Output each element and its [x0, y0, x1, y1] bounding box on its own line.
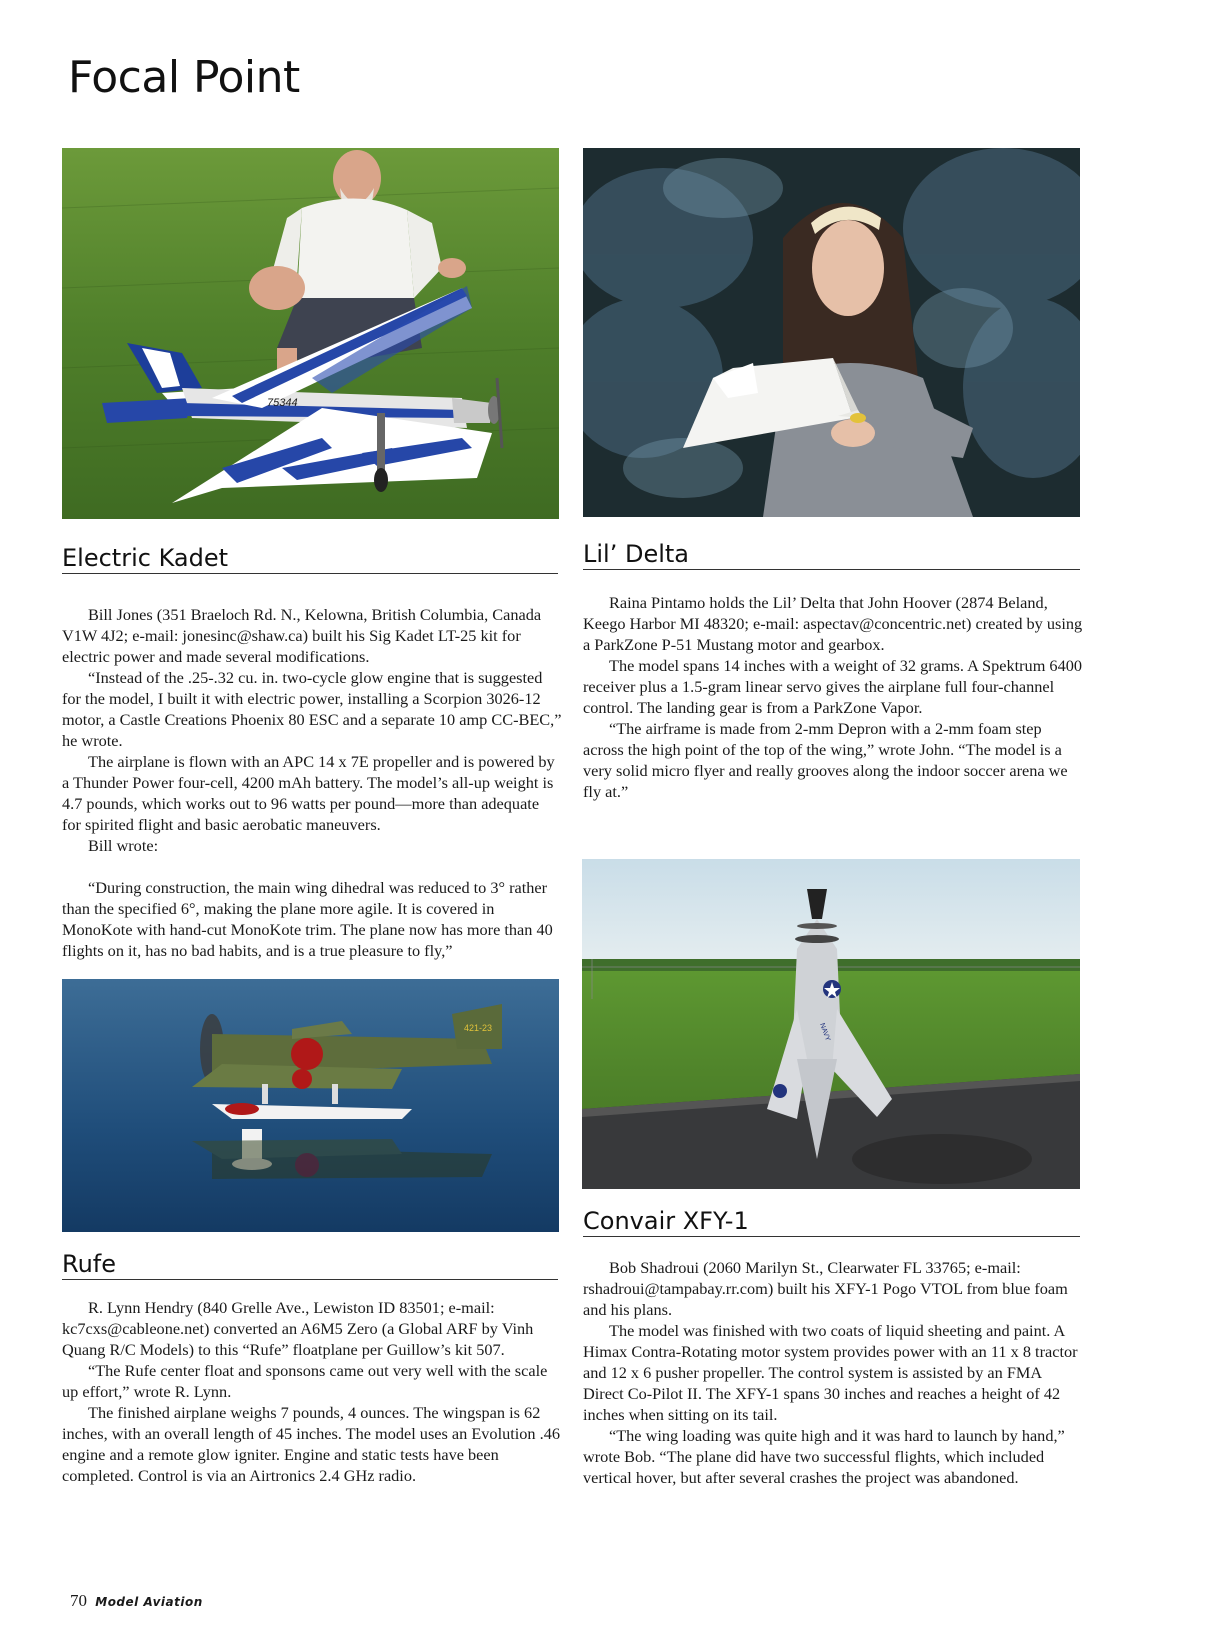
- page-footer: [70, 1591, 203, 1611]
- tail-code: 421-23: [464, 1023, 493, 1033]
- lil-delta-photo: [583, 148, 1080, 517]
- fuselage-text: NAVY: [818, 1022, 832, 1043]
- paragraph: “Instead of the .25-.32 cu. in. two-cycle glow engine that is suggested for the model, I built it with electric power, installing a Scorpion 3026-12 motor, a Castle Creations Phoenix 80 ESC and a separate 10 amp CC-BEC,” he wrote.: [62, 668, 562, 750]
- magazine-name: Model Aviation: [95, 1595, 203, 1609]
- paragraph: Bill Jones (351 Braeloch Rd. N., Kelowna, British Columbia, Canada V1W 4J2; e-mail: jonesinc@shaw.ca) built his Sig Kadet LT-25 kit for electric power and made several modifications.: [62, 605, 542, 666]
- paragraph: “The Rufe center float and sponsons came out very well with the scale up effort,” wrote R. Lynn.: [62, 1361, 548, 1401]
- paragraph: “During construction, the main wing dihedral was reduced to 3° rather than the specified 6°, making the plane more agile. It is covered in MonoKote with hand-cut MonoKote trim. The plane now has more than 40 flights on it, has no bad habits, and is a true pleasure to fly,”: [62, 878, 553, 960]
- paragraph: Bob Shadroui (2060 Marilyn St., Clearwater FL 33765; e-mail: rshadroui@tampabay.rr.com) built his XFY-1 Pogo VTOL from blue foam and his plans.: [583, 1258, 1068, 1319]
- electric-kadet-heading: Electric Kadet: [62, 544, 558, 574]
- rufe-heading: Rufe: [62, 1250, 558, 1280]
- page-title: Focal Point: [68, 52, 300, 103]
- paragraph: The model was finished with two coats of liquid sheeting and paint. A Himax Contra-Rotating motor system provides power with an 11 x 8 tractor and 12 x 6 pusher propeller. The control system is assisted by an FMA Direct Co-Pilot II. The XFY-1 spans 30 inches and reaches a height of 42 inches when sitting on its tail.: [583, 1321, 1078, 1424]
- rufe-photo: [62, 979, 559, 1232]
- page-number: 70: [70, 1591, 87, 1610]
- paragraph: R. Lynn Hendry (840 Grelle Ave., Lewiston ID 83501; e-mail: kc7cxs@cableone.net) converted an A6M5 Zero (a Global ARF by Vinh Quang R/C Models) to this “Rufe” floatplane per Guillow’s kit 507.: [62, 1298, 534, 1359]
- paragraph: Bill wrote:: [88, 836, 159, 855]
- electric-kadet-article: [62, 604, 562, 961]
- convair-xfy1-heading: Convair XFY-1: [583, 1207, 1080, 1237]
- paragraph: Raina Pintamo holds the Lil’ Delta that John Hoover (2874 Beland, Keego Harbor MI 48320; e-mail: aspectav@concentric.net) created by using a ParkZone P-51 Mustang motor and gearbox.: [583, 593, 1083, 654]
- paragraph: “The wing loading was quite high and it was hard to launch by hand,” wrote Bob. “The plane did have two successful flights, which included vertical hover, but after several crashes the project was abandoned.: [583, 1426, 1065, 1487]
- lil-delta-article: [583, 592, 1083, 802]
- paragraph: “The airframe is made from 2-mm Depron with a 2-mm foam step across the high point of the top of the wing,” wrote John. “The model is a very solid micro flyer and really grooves along the indoor soccer arena we fly at.”: [583, 719, 1068, 801]
- rufe-article: [62, 1297, 562, 1486]
- electric-kadet-photo: [62, 148, 559, 519]
- lil-delta-heading: Lil’ Delta: [583, 540, 1080, 570]
- paragraph: The airplane is flown with an APC 14 x 7E propeller and is powered by a Thunder Power four-cell, 4200 mAh battery. The model’s all-up weight is 4.7 pounds, which works out to 96 watts per pound—more than adequate for spirited flight and basic aerobatic maneuvers.: [62, 752, 555, 834]
- plane-registration: 75344: [267, 397, 298, 409]
- paragraph: The model spans 14 inches with a weight of 32 grams. A Spektrum 6400 receiver plus a 1.5-gram linear servo gives the airplane full four-channel control. The landing gear is from a ParkZone Vapor.: [583, 656, 1082, 717]
- paragraph: The finished airplane weighs 7 pounds, 4 ounces. The wingspan is 62 inches, with an overall length of 45 inches. The model uses an Evolution .46 engine and a remote glow igniter. Engine and static tests have been completed. Control is via an Airtronics 2.4 GHz radio.: [62, 1403, 560, 1485]
- convair-xfy1-photo: [582, 859, 1080, 1189]
- convair-xfy1-article: [583, 1257, 1083, 1488]
